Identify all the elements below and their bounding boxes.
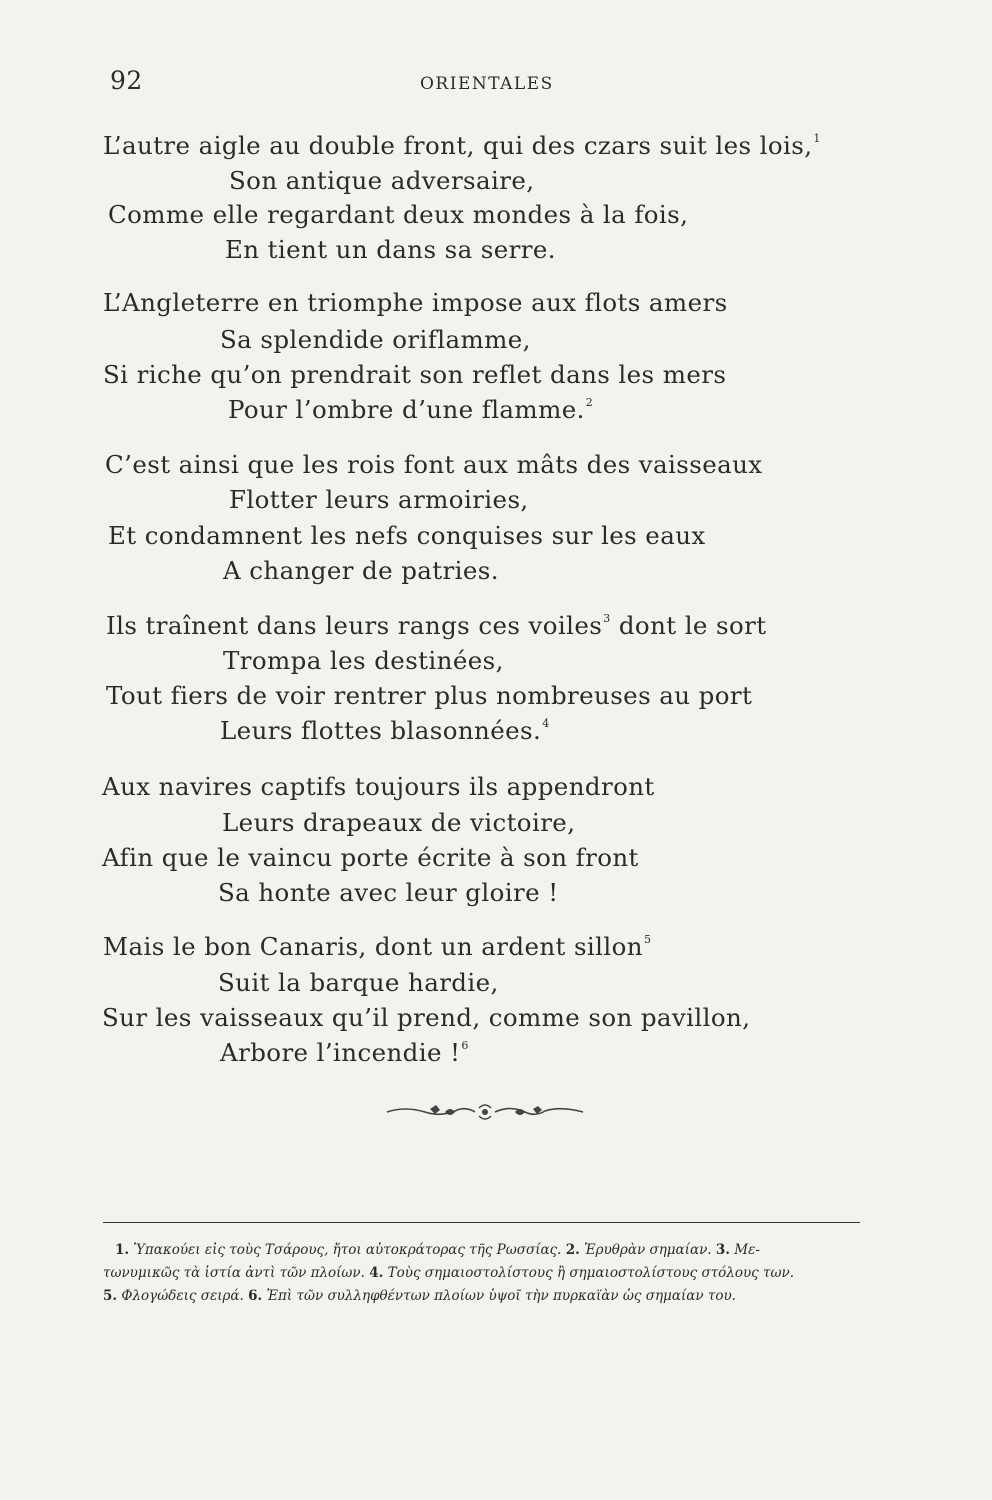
footnote-line: 1. Ὑπακούει εἰς τοὺς Τσάρους, ἤτοι αὐτοκράτορας τῆς Ρωσσίας. 2. Ἐρυθρὰν σημαίαν. 3. Με- xyxy=(115,1242,760,1258)
page-number: 92 xyxy=(110,66,143,95)
footnote-marker: 6 xyxy=(461,1039,469,1052)
poem-line: Trompa les destinées, xyxy=(223,646,504,675)
footnote-line: τωνυμικῶς τὰ ἱστία ἀντὶ τῶν πλοίων. 4. Τοὺς σημαιοστολίστους ἢ σημαιοστολίστους στόλους των. xyxy=(103,1265,795,1281)
poem-line: Comme elle regardant deux mondes à la fois, xyxy=(108,200,689,229)
poem-line: Aux navires captifs toujours ils appendront xyxy=(102,772,655,801)
poem-line: Sa honte avec leur gloire ! xyxy=(218,878,559,907)
poem-line: Leurs flottes blasonnées.$^4$ xyxy=(220,716,550,745)
poem-line: Flotter leurs armoiries, xyxy=(229,485,529,514)
footnote-marker: 4 xyxy=(542,717,550,730)
running-title: ORIENTALES xyxy=(420,74,554,94)
poem-line: Tout fiers de voir rentrer plus nombreuses au port xyxy=(106,681,753,710)
poem-line: Sa splendide oriflamme, xyxy=(220,325,531,354)
footnote-marker: 1 xyxy=(813,132,821,145)
footnote-marker: 5 xyxy=(643,933,652,946)
poem-line: C’est ainsi que les rois font aux mâts des vaisseaux xyxy=(105,450,763,479)
poem-line: Et condamnent les nefs conquises sur les eaux xyxy=(108,521,706,550)
poem-line: Si riche qu’on prendrait son reflet dans les mers xyxy=(103,360,727,389)
poem-line: Ils traînent dans leurs rangs ces voiles$^3$ dont le sort xyxy=(106,611,767,640)
poem-line: Mais le bon Canaris, dont un ardent sillon$^5$ xyxy=(103,932,652,961)
poem-line: Leurs drapeaux de victoire, xyxy=(222,808,576,837)
poem-line: Sur les vaisseaux qu’il prend, comme son pavillon, xyxy=(102,1003,751,1032)
poem-line: Afin que le vaincu porte écrite à son front xyxy=(102,843,639,872)
poem-line: L’autre aigle au double front, qui des czars suit les lois,$^1$ xyxy=(103,131,821,160)
poem-line: Pour l’ombre d’une flamme.$^2$ xyxy=(228,395,594,424)
poem-line: Suit la barque hardie, xyxy=(218,968,499,997)
poem-line: A changer de patries. xyxy=(223,556,499,585)
decorative-ornament-icon xyxy=(385,1100,585,1124)
poem-line: Son antique adversaire, xyxy=(229,166,535,195)
footnote-marker: 2 xyxy=(585,396,594,409)
poem-line: Arbore l’incendie !$^6$ xyxy=(220,1038,469,1067)
poem-line: L’Angleterre en triomphe impose aux flots amers xyxy=(103,288,728,317)
footnote-marker: 3 xyxy=(603,612,611,625)
poem-line: En tient un dans sa serre. xyxy=(225,235,556,264)
footnote-divider xyxy=(103,1222,860,1223)
footnote-line: 5. Φλογώδεις σειρά. 6. Ἐπὶ τῶν συλληφθέντων πλοίων ὑψοῖ τὴν πυρκαϊὰν ὡς σημαίαν του. xyxy=(103,1288,736,1304)
